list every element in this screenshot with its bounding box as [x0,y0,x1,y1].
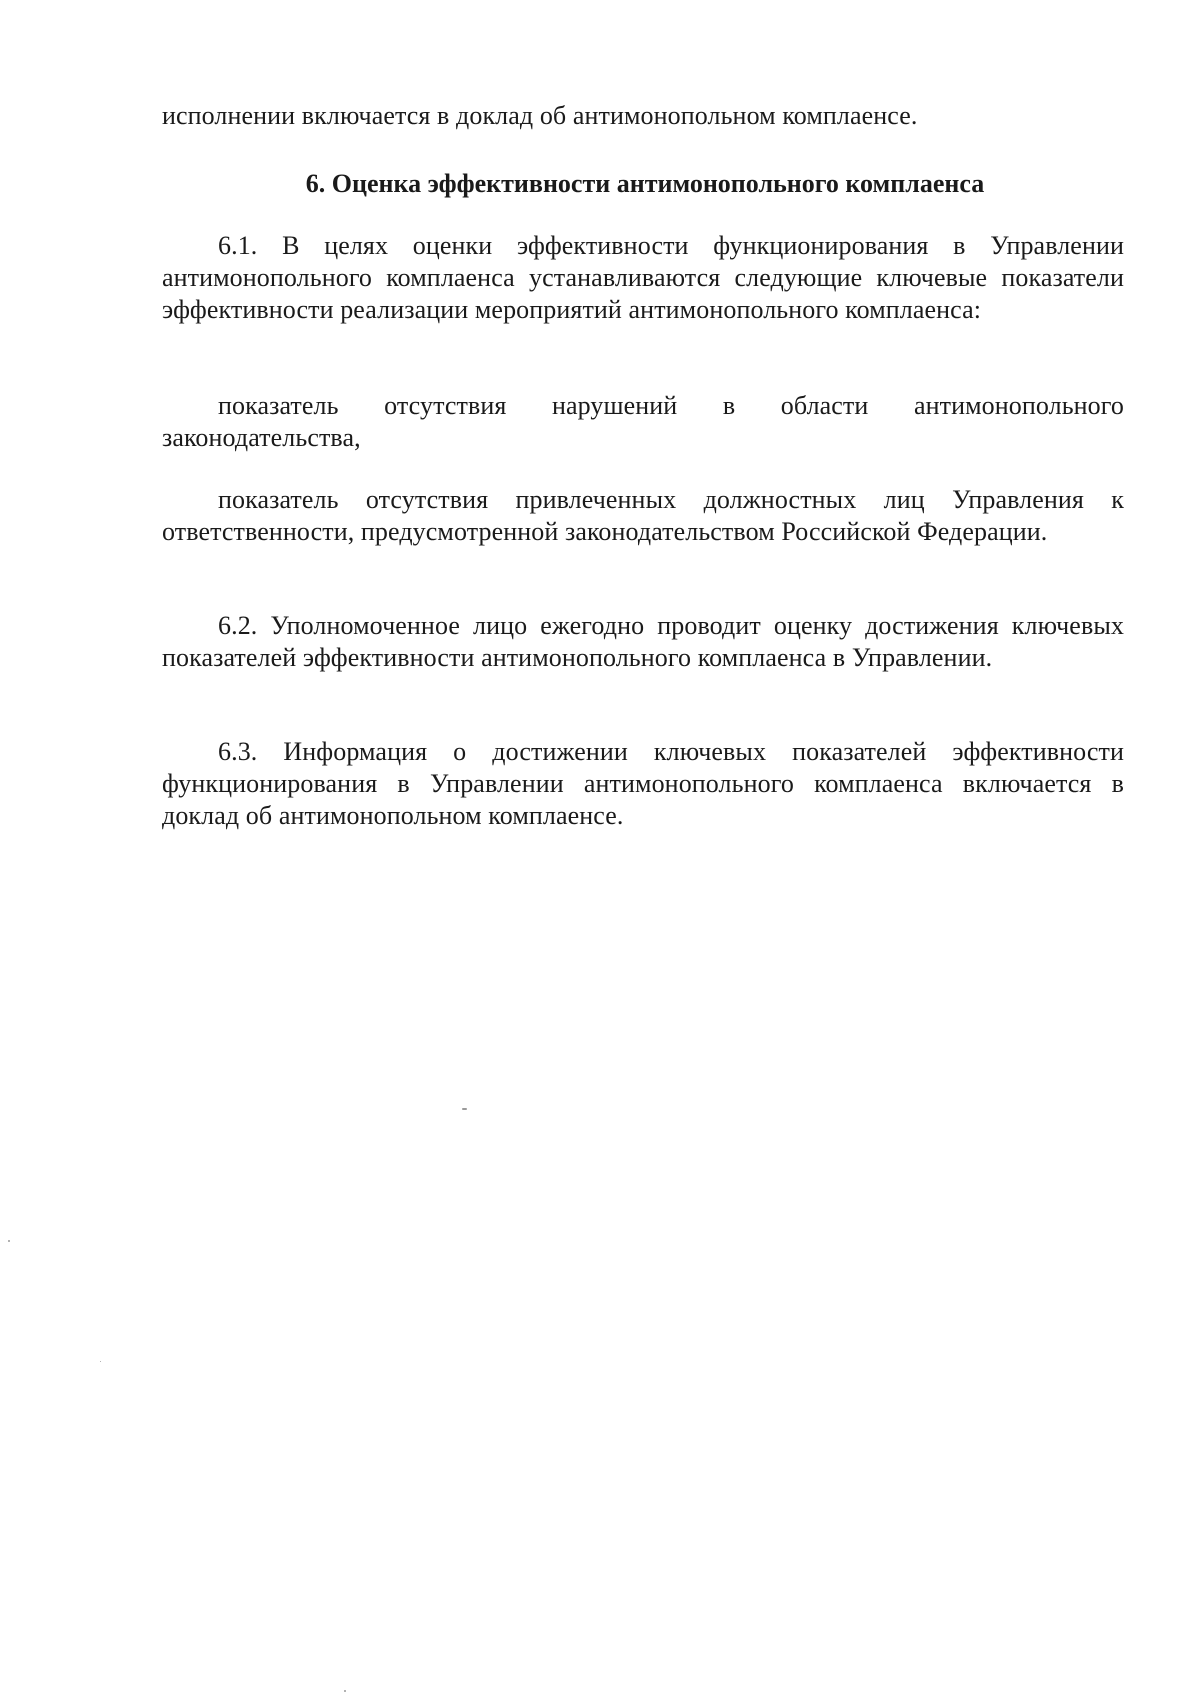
section-heading: 6. Оценка эффективности антимонопольного комплаенса [305,169,985,198]
paragraph-6-1: 6.1. В целях оценки эффективности функционирования в Управлении антимонопольного комплаенса устанавливаются следующие ключевые показатели эффективности реализации мероприятий антимонопольного комплаенса: [162,231,1124,324]
scan-speck [462,1108,467,1110]
continuation-text: исполнении включается в доклад об антимонопольном комплаенсе. [162,101,918,130]
indicator-item-1: показатель отсутствия нарушений в области антимонопольного законодательства, [162,391,1124,452]
scan-speck [344,1690,346,1692]
paragraph-6-3: 6.3. Информация о достижении ключевых показателей эффективности функционирования в Управлении антимонопольного комплаенса включается в доклад об антимонопольном комплаенсе. [162,737,1124,830]
scan-speck [100,1361,101,1362]
scan-speck [8,1240,10,1242]
paragraph-6-2: 6.2. Уполномоченное лицо ежегодно проводит оценку достижения ключевых показателей эффективности антимонопольного комплаенса в Управлении. [162,611,1124,672]
indicator-item-2: показатель отсутствия привлеченных должностных лиц Управления к ответственности, предусмотренной законодательством Российской Федерации. [162,485,1124,546]
